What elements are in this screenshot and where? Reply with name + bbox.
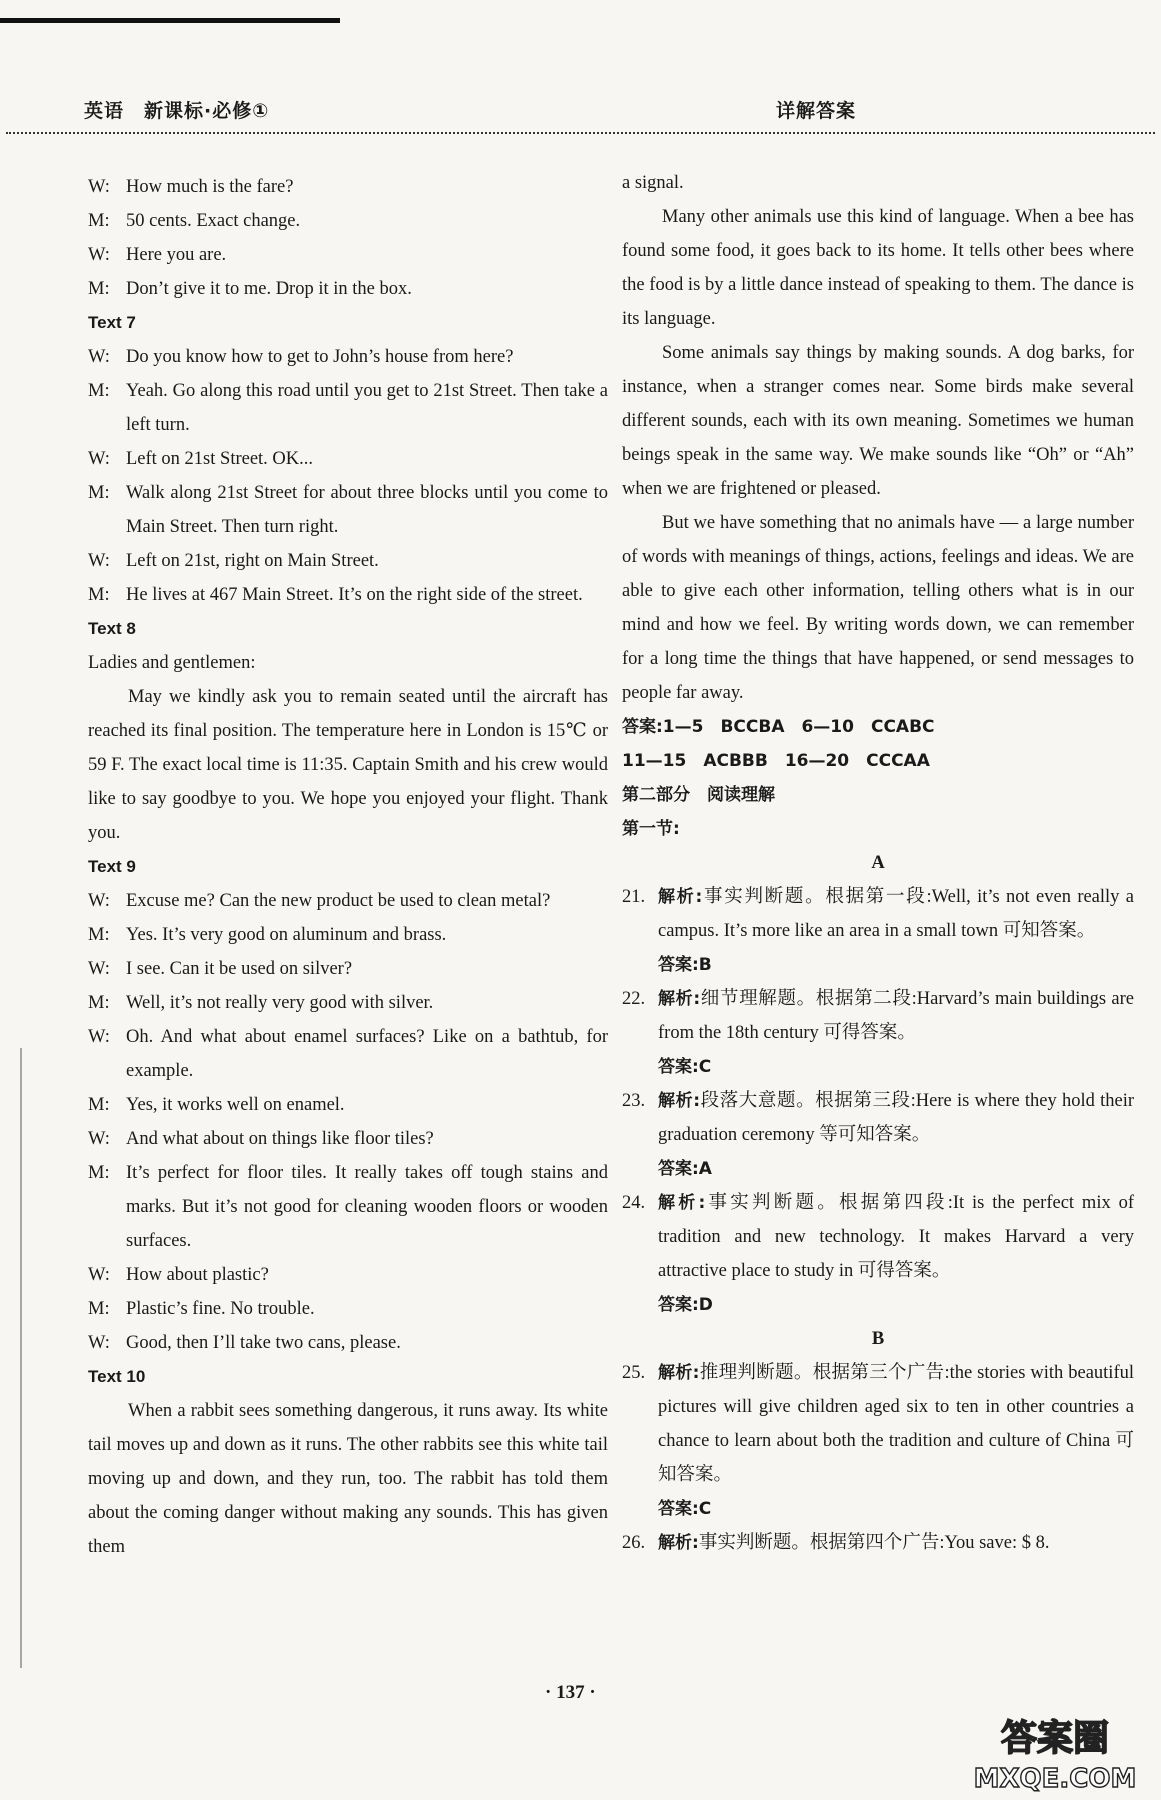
explanation-body: [658, 1186, 1134, 1288]
explanation-text: 段落大意题。根据第三段:Here is where they hold their graduation ceremony 等可知答案。: [658, 1091, 1134, 1145]
answers-line-1: 答案:1—5 BCCBA 6—10 CCABC: [622, 717, 935, 737]
scan-margin-mark: [20, 1048, 22, 1668]
text-heading: Text 10: [88, 1367, 146, 1386]
explanation-label: 解析:: [658, 1533, 699, 1553]
dialogue-line: [88, 986, 608, 1020]
svg-text:MXQE.COM: MXQE.COM: [973, 1764, 1137, 1794]
dialogue-text: Left on 21st, right on Main Street.: [126, 551, 379, 571]
dialogue-text: Walk along 21st Street for about three blocks until you come to Main Street. Then turn right.: [126, 483, 608, 537]
dialogue-line: [88, 204, 608, 238]
question-number: 23.: [622, 1091, 646, 1111]
top-rule: [0, 18, 340, 23]
explanation-body: [658, 880, 1134, 948]
question-number: 25.: [622, 1363, 646, 1383]
speaker-label: W:: [88, 1129, 110, 1149]
dialogue-text: Yes, it works well on enamel.: [126, 1095, 345, 1115]
svg-text:答案圈: 答案圈: [1000, 1718, 1110, 1759]
speaker-label: W:: [88, 959, 110, 979]
questions-b: [622, 1356, 1134, 1560]
passage-paragraph: [88, 680, 608, 850]
question-number: 22.: [622, 989, 646, 1009]
question-explanation: [622, 1356, 1134, 1492]
watermark-logo: [960, 1705, 1150, 1795]
explanation-text: 细节理解题。根据第二段:Harvard’s main buildings are from the 18th century 可得答案。: [658, 989, 1134, 1043]
section-a-heading: A: [871, 853, 885, 873]
page-number: · 137 ·: [545, 1682, 596, 1703]
explanation-label: 解析:: [658, 989, 701, 1009]
paragraph-text: When a rabbit sees something dangerous, it runs away. Its white tail moves up and down as it runs. The other rabbits see this white tail moving up and down, and they run, too. The rabbit has told them about the coming danger without making any sounds. This has given them: [88, 1401, 608, 1557]
speaker-label: M:: [88, 483, 110, 503]
answer-key: 答案:C: [658, 1057, 712, 1077]
page-header: [6, 96, 1155, 134]
speaker-label: W:: [88, 1265, 110, 1285]
dialogue-text: Yes. It’s very good on aluminum and brass.: [126, 925, 447, 945]
dialogue-line: [88, 1258, 608, 1292]
question-explanation: [622, 1526, 1134, 1560]
dialogue-line: [88, 578, 608, 612]
paragraph-text: May we kindly ask you to remain seated until the aircraft has reached its final position. The temperature here in London is 15℃ or 59 F. The exact local time is 11:35. Captain Smith and his crew would like to say goodbye to you. We hope you enjoyed your flight. Thank you.: [88, 687, 608, 843]
passage-text: [622, 166, 1134, 710]
dialogue-line: [88, 1156, 608, 1258]
part2-title: 第二部分 阅读理解: [622, 785, 775, 805]
speaker-label: W:: [88, 449, 110, 469]
dialogue-line: [88, 544, 608, 578]
speaker-label: W:: [88, 177, 110, 197]
question-number: 24.: [622, 1193, 646, 1213]
dialogue-text: He lives at 467 Main Street. It’s on the right side of the street.: [126, 585, 583, 605]
text-heading: Text 7: [88, 313, 136, 332]
explanation-label: 解析:: [658, 1363, 700, 1383]
paragraph-text: a signal.: [622, 173, 684, 193]
dialogue-line: [88, 476, 608, 544]
question-explanation: [622, 880, 1134, 948]
answer-key: 答案:A: [658, 1159, 712, 1179]
question-explanation: [622, 1186, 1134, 1288]
speaker-label: W:: [88, 347, 110, 367]
dialogue-text: Plastic’s fine. No trouble.: [126, 1299, 315, 1319]
header-book-title: 英语 新课标·必修①: [84, 100, 270, 122]
explanation-text: 推理判断题。根据第三个广告:the stories with beautiful pictures will give children aged six to ten in other countries a chance to learn about both the tradition and culture of China 可知答案。: [658, 1363, 1134, 1485]
dialogue-line: [88, 1292, 608, 1326]
question-explanation: [622, 1084, 1134, 1152]
explanation-label: 解析:: [658, 1193, 706, 1213]
speaker-label: W:: [88, 245, 110, 265]
dialogue-text: Here you are.: [126, 245, 227, 265]
speaker-label: W:: [88, 551, 110, 571]
question-number: 21.: [622, 887, 646, 907]
dialogue-line: [88, 374, 608, 442]
dialogue-line: [88, 1020, 608, 1088]
dialogue-text: Well, it’s not really very good with silver.: [126, 993, 434, 1013]
paragraph-text: But we have something that no animals have — a large number of words with meanings of things, actions, feelings and ideas. We are able to give each other information, telling others what is in our mind and how we feel. By writing words down, we can remember for a long time the things that have happened, or send messages to people far away.: [622, 513, 1134, 703]
dialogue-text: And what about on things like floor tiles?: [126, 1129, 434, 1149]
dialogue-text: I see. Can it be used on silver?: [126, 959, 353, 979]
dialogue-text: It’s perfect for floor tiles. It really takes off tough stains and marks. But it’s not good for cleaning wooden floors or wooden surfaces.: [126, 1163, 608, 1251]
question-number: 26.: [622, 1533, 646, 1553]
paragraph-text: Some animals say things by making sounds. A dog barks, for instance, when a stranger comes near. Some birds make several different sounds, each with its own meaning. Sometimes we human beings speak in the same way. We make sounds like “Oh” or “Ah” when we are frightened or pleased.: [622, 343, 1134, 499]
answers-line-2: 11—15 ACBBB 16—20 CCCAA: [622, 751, 930, 771]
dialogue-line: [88, 918, 608, 952]
speaker-label: M:: [88, 585, 110, 605]
explanation-body: [658, 982, 1134, 1050]
speaker-label: M:: [88, 1299, 110, 1319]
explanation-body: [658, 1526, 1134, 1560]
dialogue-line: [88, 170, 608, 204]
explanation-text: 事实判断题。根据第一段:Well, it’s not even really a campus. It’s more like an area in a small town 可知答案。: [658, 887, 1134, 941]
section1-title: 第一节:: [622, 819, 680, 839]
dialogue-line: [88, 1122, 608, 1156]
speaker-label: M:: [88, 925, 110, 945]
left-column: [88, 170, 608, 1564]
questions-a: [622, 880, 1134, 1322]
explanation-body: [658, 1084, 1134, 1152]
explanation-label: 解析:: [658, 887, 703, 907]
dialogue-text: How about plastic?: [126, 1265, 269, 1285]
question-explanation: [622, 982, 1134, 1050]
speaker-label: W:: [88, 891, 110, 911]
dialogue-line: [88, 884, 608, 918]
speaker-label: W:: [88, 1027, 110, 1047]
dialogue-text: Don’t give it to me. Drop it in the box.: [126, 279, 412, 299]
passage-paragraph: [88, 1394, 608, 1564]
right-column: [622, 166, 1134, 1560]
speaker-label: M:: [88, 211, 110, 231]
explanation-label: 解析:: [658, 1091, 700, 1111]
dialogue-line: [88, 238, 608, 272]
text-heading: Text 9: [88, 857, 136, 876]
dialogue-line: [88, 1088, 608, 1122]
header-section-title: 详解答案: [776, 100, 857, 122]
speaker-label: M:: [88, 381, 110, 401]
answer-key: 答案:B: [658, 955, 712, 975]
speaker-label: M:: [88, 1095, 110, 1115]
speaker-label: W:: [88, 1333, 110, 1353]
explanation-text: 事实判断题。根据第四段:It is the perfect mix of tradition and new technology. It makes Harvard a very attractive place to study in 可得答案。: [658, 1193, 1134, 1281]
explanation-body: [658, 1356, 1134, 1492]
dialogue-text: Left on 21st Street. OK...: [126, 449, 314, 469]
dialogue-text: Oh. And what about enamel surfaces? Like on a bathtub, for example.: [126, 1027, 608, 1081]
dialogue-text: How much is the fare?: [126, 177, 294, 197]
speaker-label: M:: [88, 1163, 110, 1183]
text-heading: Text 8: [88, 619, 136, 638]
speaker-label: M:: [88, 279, 110, 299]
salutation: Ladies and gentlemen:: [88, 653, 256, 673]
dialogue-line: [88, 272, 608, 306]
answer-key: 答案:C: [658, 1499, 712, 1519]
speaker-label: M:: [88, 993, 110, 1013]
dialogue-text: 50 cents. Exact change.: [126, 211, 301, 231]
dialogue-line: [88, 1326, 608, 1360]
dialogue-text: Do you know how to get to John’s house from here?: [126, 347, 514, 367]
dialogue-text: Yeah. Go along this road until you get to 21st Street. Then take a left turn.: [126, 381, 608, 435]
dialogue-line: [88, 340, 608, 374]
dialogue-line: [88, 952, 608, 986]
paragraph-text: Many other animals use this kind of language. When a bee has found some food, it goes back to its home. It tells other bees where the food is by a little dance instead of speaking to them. The dance is its language.: [622, 207, 1134, 329]
dialogue-text: Good, then I’ll take two cans, please.: [126, 1333, 401, 1353]
answer-key: 答案:D: [658, 1295, 713, 1315]
dialogue-text: Excuse me? Can the new product be used to clean metal?: [126, 891, 551, 911]
explanation-text: 事实判断题。根据第四个广告:You save: $ 8.: [698, 1533, 1050, 1553]
dialogue-line: [88, 442, 608, 476]
section-b-heading: B: [871, 1329, 885, 1349]
